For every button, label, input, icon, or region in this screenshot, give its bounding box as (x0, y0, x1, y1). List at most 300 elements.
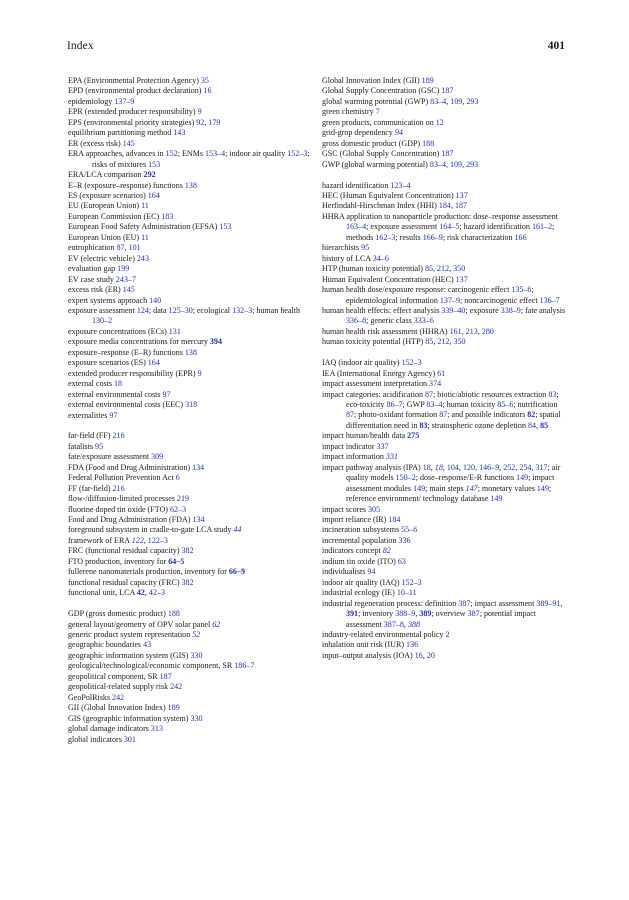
index-subterm: , (536, 420, 541, 430)
index-subterm: ; fate analysis (520, 305, 566, 315)
page-reference-link[interactable]: 6 (175, 473, 180, 483)
page-reference-link[interactable]: 331 (385, 452, 398, 462)
page-reference-link[interactable]: 243–7 (115, 274, 137, 284)
index-entry (68, 390, 310, 400)
index-subterm: ; main steps (425, 483, 466, 493)
page-reference-link[interactable]: 84 (527, 420, 537, 430)
index-entry (68, 609, 310, 619)
page-reference-link[interactable]: 42–3 (148, 588, 166, 598)
page-reference-link[interactable]: 187 (454, 201, 468, 211)
index-term: industrial ecology (IE) (322, 588, 397, 598)
page-reference-link[interactable]: 20 (426, 650, 435, 660)
page-reference-link[interactable]: 132–3 (232, 305, 253, 315)
page-reference-link[interactable]: 83–4 (426, 400, 443, 410)
page-reference-link[interactable]: 143 (173, 128, 186, 138)
page-reference-link[interactable]: 87 (346, 410, 355, 420)
page-reference-link[interactable]: 9 (197, 107, 202, 117)
index-subterm: , (499, 462, 504, 472)
index-term: EPR (extended producer responsibility) (68, 107, 198, 117)
page-reference-link[interactable]: 95 (95, 441, 104, 451)
index-subterm: ; eco-toxicity (346, 389, 559, 410)
page-reference-link[interactable]: 189 (167, 703, 180, 713)
index-term: impact scores (322, 504, 369, 514)
index-entry (68, 672, 310, 682)
page-reference-link[interactable]: 350 (453, 337, 466, 347)
page-reference-link[interactable]: 152–3 (287, 149, 308, 159)
index-entry (68, 661, 310, 671)
index-subterm: , (433, 337, 438, 347)
page-reference-link[interactable]: 12 (435, 117, 444, 127)
index-entry (322, 327, 566, 337)
index-subterm: , (458, 462, 463, 472)
page-reference-link[interactable]: 188 (422, 138, 435, 148)
page-reference-link[interactable]: 242 (112, 692, 125, 702)
page-reference-link[interactable]: 125–30 (168, 305, 193, 315)
page-reference-link[interactable]: 18 (422, 462, 431, 472)
index-entry (322, 118, 566, 128)
page-reference-link[interactable]: 187 (159, 671, 172, 681)
page-reference-link[interactable]: 61 (437, 368, 446, 378)
index-entry (68, 191, 310, 201)
page-reference-link[interactable]: 137 (455, 274, 468, 284)
page-reference-link[interactable]: 254 (519, 462, 532, 472)
index-subterm: ; generic class (366, 316, 414, 326)
index-subterm: ; photo-oxidant formation (354, 410, 440, 420)
index-term: global damage indicators (68, 724, 151, 734)
page-reference-link[interactable]: 389 (419, 609, 432, 619)
page-reference-link[interactable]: 337 (376, 441, 389, 451)
index-term: external environmental costs (68, 389, 163, 399)
index-subterm: , (415, 609, 420, 619)
page-reference-link[interactable]: 292 (143, 170, 156, 180)
page-reference-link[interactable]: 161 (449, 326, 462, 336)
index-subterm: , (531, 462, 536, 472)
page-reference-link[interactable]: 97 (162, 389, 171, 399)
page-reference-link[interactable]: 166 (514, 232, 527, 242)
page-reference-link[interactable]: 164 (147, 190, 160, 200)
page-reference-link[interactable]: 34–6 (372, 253, 389, 263)
page-reference-link[interactable]: 317 (535, 462, 548, 472)
page-reference-link[interactable]: 52 (192, 629, 201, 639)
page-reference-link[interactable]: 85–6 (497, 400, 514, 410)
index-term: green products, communication on (322, 117, 436, 127)
index-entry (68, 358, 310, 368)
page-reference-link[interactable]: 387 (467, 609, 480, 619)
index-term: GII (Global Innovation Index) (68, 703, 168, 713)
page-reference-link[interactable]: 10–11 (396, 588, 417, 598)
index-term: epidemiology (68, 96, 115, 106)
page-reference-link[interactable]: 83–4 (429, 159, 446, 169)
index-entry (68, 306, 310, 327)
index-subterm: , (433, 264, 438, 274)
page-reference-link[interactable]: 333–6 (413, 316, 434, 326)
page-reference-link[interactable]: 184 (438, 201, 451, 211)
index-term: IEA (International Energy Agency) (322, 368, 438, 378)
page-reference-link[interactable]: 309 (151, 452, 164, 462)
index-subterm: , (560, 598, 563, 608)
index-entry (322, 86, 566, 96)
index-term: Federal Pollution Prevention Act (68, 473, 176, 483)
page-reference-link[interactable]: 318 (185, 400, 198, 410)
index-term: geographic boundaries (68, 640, 144, 650)
index-subterm: , (461, 326, 466, 336)
page-reference-link[interactable]: 136–7 (539, 295, 560, 305)
index-subterm: , (449, 337, 454, 347)
index-subterm: , (450, 201, 455, 211)
page-reference-link[interactable]: 44 (233, 525, 242, 535)
page-reference-link[interactable]: 350 (453, 264, 466, 274)
index-entry (68, 473, 310, 483)
index-term: indium tin oxide (ITO) (322, 556, 398, 566)
page-reference-link[interactable]: 64–5 (168, 556, 185, 566)
index-subterm: ; indoor air quality (225, 149, 288, 159)
index-column-left (68, 76, 310, 745)
index-entry (322, 431, 566, 441)
index-entry (68, 411, 310, 421)
page-reference-link[interactable]: 11 (141, 232, 149, 242)
page-reference-link[interactable]: 293 (466, 96, 479, 106)
index-term: human health dose/exposure response: carcinogenic effect (322, 285, 512, 295)
index-term: external costs (68, 379, 115, 389)
page-reference-link[interactable]: 62–3 (170, 504, 187, 514)
index-term: incremental population (322, 535, 399, 545)
index-entry (68, 494, 310, 504)
page-reference-link[interactable]: 124 (136, 305, 149, 315)
page-reference-link[interactable]: 187 (441, 86, 454, 96)
index-subterm: ; impact assessment modules (346, 473, 555, 493)
index-subterm: , (442, 462, 447, 472)
index-term: equilibrium partitioning method (68, 128, 174, 138)
index-entry (68, 431, 310, 441)
page-reference-link[interactable]: 394 (209, 337, 222, 347)
page-reference-link[interactable]: 16 (203, 86, 212, 96)
index-subterm: , (144, 588, 149, 598)
page-reference-link[interactable]: 95 (361, 243, 370, 253)
page-reference-link[interactable]: 11 (141, 201, 149, 211)
page-reference-link[interactable]: 85 (424, 264, 433, 274)
page-reference-link[interactable]: 313 (150, 724, 163, 734)
index-entry (68, 693, 310, 703)
page-reference-link[interactable]: 339–40 (441, 305, 466, 315)
index-subterm: ; human health (252, 305, 301, 315)
index-term: fluorine doped tin oxide (FTO) (68, 504, 170, 514)
page-reference-link[interactable]: 16 (414, 650, 423, 660)
index-term: externalities (68, 410, 110, 420)
page-reference-link[interactable]: 388–9 (395, 609, 416, 619)
page-reference-link[interactable]: 280 (481, 326, 494, 336)
index-term: ERA/LCA comparison (68, 170, 144, 180)
index-entry (68, 630, 310, 640)
page-reference-link[interactable]: 330 (190, 713, 203, 723)
index-entry (322, 275, 566, 285)
index-subterm: , (403, 619, 408, 629)
index-term: impact pathway analysis (IPA) (322, 462, 423, 472)
page-reference-link[interactable]: 87 (439, 410, 448, 420)
page-reference-link[interactable]: 213 (465, 326, 478, 336)
page-reference-link[interactable]: 275 (407, 431, 420, 441)
page-reference-link[interactable]: 120 (462, 462, 476, 472)
page-reference-link[interactable]: 164–5 (439, 222, 460, 232)
index-entry (322, 243, 566, 253)
index-term: EU (European Union) (68, 201, 142, 211)
page-reference-link[interactable]: 186–7 (234, 661, 255, 671)
page-reference-link[interactable]: 216 (112, 483, 125, 493)
page-reference-link[interactable]: 147 (465, 483, 478, 493)
index-term: impact human/health data (322, 431, 408, 441)
index-term: foreground subsystem in cradle-to-gate LCA study (68, 525, 234, 535)
page-reference-link[interactable]: 388 (407, 619, 421, 629)
page-reference-link[interactable]: 137–9 (114, 96, 135, 106)
index-term: geological/technological/economic component, SR (68, 661, 235, 671)
index-term: GDP (gross domestic product) (68, 609, 168, 619)
page-reference-link[interactable]: 137–9 (439, 295, 460, 305)
page-reference-link[interactable]: 219 (176, 494, 189, 504)
page-reference-link[interactable]: 97 (109, 410, 118, 420)
index-entry (322, 546, 566, 556)
page-reference-link[interactable]: 83 (548, 389, 557, 399)
page-reference-link[interactable]: 109 (450, 159, 463, 169)
page-reference-link[interactable]: 82 (527, 410, 536, 420)
index-entry (322, 128, 566, 138)
index-subterm: ; risk characterization (442, 232, 515, 242)
index-entry (68, 348, 310, 358)
index-term: expert systems approach (68, 295, 150, 305)
index-group-gap (68, 599, 310, 609)
index-term: ERA approaches, advances in (68, 149, 166, 159)
index-subterm: , (124, 243, 129, 253)
page-reference-link[interactable]: 212 (437, 337, 450, 347)
index-group-gap (322, 348, 566, 358)
page-reference-link[interactable]: 336 (398, 535, 411, 545)
index-entry (68, 212, 310, 222)
page-reference-link[interactable]: 166–9 (422, 232, 443, 242)
index-entry (322, 630, 566, 640)
index-subterm: ; human toxicity (442, 400, 498, 410)
index-entry (322, 264, 566, 274)
page-reference-link[interactable]: 136 (406, 640, 419, 650)
page-reference-link[interactable]: 134 (192, 515, 205, 525)
page-reference-link[interactable]: 101 (128, 243, 141, 253)
page-reference-link[interactable]: 104 (446, 462, 459, 472)
index-term: global warming potential (GWP) (322, 96, 431, 106)
page-reference-link[interactable]: 86–7 (386, 400, 403, 410)
index-term: Global Supply Concentration (GSC) (322, 86, 442, 96)
page-reference-link[interactable]: 35 (200, 76, 209, 85)
page-reference-link[interactable]: 149 (536, 483, 549, 493)
index-term: impact assessment interpretation (322, 379, 430, 389)
index-entry (68, 536, 310, 546)
index-subterm: , (462, 96, 467, 106)
page-reference-link[interactable]: 131 (168, 326, 181, 336)
page-reference-link[interactable]: 293 (466, 159, 479, 169)
page-reference-link[interactable]: 301 (123, 734, 136, 744)
page-reference-link[interactable]: 130–2 (92, 316, 113, 326)
page-reference-link[interactable]: 82 (382, 546, 391, 556)
index-subterm: ; potential impact assessment (346, 609, 537, 629)
index-entry (322, 390, 566, 432)
index-term: exposure–response (E–R) functions (68, 347, 185, 357)
index-term: human toxicity potential (HTP) (322, 337, 426, 347)
index-entry (322, 358, 566, 368)
index-entry (68, 546, 310, 556)
page-reference-link[interactable]: 85 (540, 420, 549, 430)
page-reference-link[interactable]: 140 (149, 295, 162, 305)
page-reference-link[interactable]: 163–4 (346, 222, 367, 232)
page-reference-link[interactable]: 87 (116, 243, 125, 253)
index-term: eutrophication (68, 243, 117, 253)
index-subterm: ; risks of mixtures (92, 149, 310, 169)
index-group-gap (322, 170, 566, 180)
page-reference-link[interactable]: 305 (368, 504, 381, 514)
page-reference-link[interactable]: 152–3 (401, 358, 422, 368)
page-reference-link[interactable]: 146–9 (479, 462, 500, 472)
page-reference-link[interactable]: 382 (181, 546, 194, 556)
page-reference-link[interactable]: 109 (450, 96, 463, 106)
index-term: human health effects: effect analysis (322, 305, 442, 315)
page-reference-link[interactable]: 149 (413, 483, 426, 493)
index-entry (322, 139, 566, 149)
index-term: evaluation gap (68, 264, 118, 274)
page-reference-link[interactable]: 164 (147, 358, 160, 368)
index-term: grid-grop dependency (322, 128, 395, 138)
index-entry (68, 86, 310, 96)
page-reference-link[interactable]: 18 (114, 379, 123, 389)
index-term: history of LCA (322, 253, 373, 263)
index-term: E–R (exposure–response) functions (68, 180, 185, 190)
index-term: geopolitical-related supply risk (68, 682, 171, 692)
page-reference-link[interactable]: 42 (136, 588, 145, 598)
index-term: exposure assessment (68, 305, 137, 315)
page-reference-link[interactable]: 387–8 (383, 619, 404, 629)
page-reference-link[interactable]: 330 (190, 650, 203, 660)
index-term: excess risk (ER) (68, 285, 123, 295)
index-term: European Food Safety Administration (EFSA) (68, 222, 220, 232)
page-reference-link[interactable]: 62 (212, 619, 221, 629)
page-reference-link[interactable]: 83 (419, 420, 428, 430)
page-reference-link[interactable]: 153–4 (205, 149, 226, 159)
index-term: framework of ERA (68, 535, 132, 545)
page-reference-link[interactable]: 55–6 (401, 525, 418, 535)
page-reference-link[interactable]: 145 (122, 285, 135, 295)
page-reference-link[interactable]: 122 (131, 535, 144, 545)
index-subterm: , (422, 650, 427, 660)
index-subterm: ; nutrification (513, 400, 558, 410)
index-term: green chemistry (322, 107, 376, 117)
page-reference-link[interactable]: 137 (455, 190, 468, 200)
page-reference-link[interactable]: 216 (112, 431, 125, 441)
index-entry (68, 463, 310, 473)
index-entry (322, 640, 566, 650)
page-reference-link[interactable]: 123–4 (390, 180, 411, 190)
page-reference-link[interactable]: 18 (434, 462, 443, 472)
index-term: generic product system representation (68, 629, 193, 639)
page-reference-link[interactable]: 183 (161, 211, 174, 221)
index-subterm: ; exposure assessment (366, 222, 440, 232)
index-term: industry-related environmental policy (322, 629, 446, 639)
page-reference-link[interactable]: 382 (181, 577, 194, 587)
page-reference-link[interactable]: 150–2 (395, 473, 416, 483)
page-reference-link[interactable]: 153 (148, 159, 161, 169)
page-reference-link[interactable]: 338–9 (500, 305, 521, 315)
index-term: FRC (functional residual capacity) (68, 546, 182, 556)
page-reference-link[interactable]: 212 (437, 264, 450, 274)
page-reference-link[interactable]: 391 (346, 609, 359, 619)
page-reference-link[interactable]: 152 (165, 149, 178, 159)
index-entry (68, 442, 310, 452)
page-reference-link[interactable]: 9 (197, 368, 202, 378)
page-reference-link[interactable]: 145 (122, 138, 135, 148)
index-entry (322, 463, 566, 505)
page-reference-link[interactable]: 336–8 (346, 316, 367, 326)
page-reference-link[interactable]: 199 (117, 264, 130, 274)
page-reference-link[interactable]: 179 (208, 117, 221, 127)
page-reference-link[interactable]: 85 (425, 337, 434, 347)
index-subterm: , (143, 535, 148, 545)
page-reference-link[interactable]: 138 (184, 347, 197, 357)
page-reference-link[interactable]: 189 (421, 76, 434, 85)
index-subterm: ; results (395, 232, 423, 242)
page-reference-link[interactable]: 135–6 (511, 285, 532, 295)
index-entry (322, 76, 566, 86)
index-term: Food and Drug Administration (FDA) (68, 515, 193, 525)
index-term: input–output analysis (IOA) (322, 650, 415, 660)
page-reference-link[interactable]: 92 (196, 117, 205, 127)
page-reference-link[interactable]: 188 (167, 609, 180, 619)
page-reference-link[interactable]: 243 (136, 253, 149, 263)
index-term: gross domestic product (GDP) (322, 138, 423, 148)
page-reference-link[interactable]: 83–4 (430, 96, 447, 106)
page-reference-link[interactable]: 94 (394, 128, 403, 138)
page-reference-link[interactable]: 153 (219, 222, 232, 232)
page-reference-link[interactable]: 184 (388, 515, 401, 524)
page-reference-link[interactable]: 87 (425, 389, 434, 399)
index-entry (322, 599, 566, 630)
index-entry (322, 337, 566, 347)
page-reference-link[interactable]: 134 (192, 462, 205, 472)
page-reference-link[interactable]: 187 (441, 149, 454, 159)
page-reference-link[interactable]: 389–91 (536, 598, 561, 608)
index-term: HTP (human toxicity potential) (322, 264, 425, 274)
page-reference-link[interactable]: 138 (184, 180, 197, 190)
index-subterm: ; spatial differentiation need in (346, 410, 561, 430)
page-reference-link[interactable]: 43 (143, 640, 152, 650)
page-reference-link[interactable]: 387 (458, 598, 471, 608)
page-reference-link[interactable]: 149 (516, 473, 529, 483)
index-term: Herfindahl-Hirschman Index (HHI) (322, 201, 439, 211)
page-reference-link[interactable]: 242 (170, 682, 183, 692)
index-term: IAQ (indoor air quality) (322, 358, 402, 368)
index-entry (322, 107, 566, 117)
page-reference-link[interactable]: 63 (397, 556, 406, 566)
page-reference-link[interactable]: 152–3 (401, 577, 422, 587)
page-reference-link[interactable]: 374 (429, 379, 442, 389)
page-reference-link[interactable]: 122–3 (147, 535, 168, 545)
page-reference-link[interactable]: 7 (375, 107, 380, 117)
index-entry (322, 254, 566, 264)
index-entry (322, 97, 566, 107)
page-reference-link[interactable]: 162–3 (375, 232, 396, 242)
page-reference-link[interactable]: 149 (490, 494, 503, 504)
index-term: impact categories: acidification (322, 389, 425, 399)
page-reference-link[interactable]: 252 (503, 462, 516, 472)
page-reference-link[interactable]: 66–9 (228, 567, 245, 577)
index-term: HHRA application to nanoparticle production: dose–response assessment (322, 211, 558, 221)
page-reference-link[interactable]: 2 (445, 629, 450, 639)
index-subterm: ; reference environment/ technology database (346, 483, 552, 504)
page-reference-link[interactable]: 94 (367, 567, 376, 577)
page-reference-link[interactable]: 161–2 (531, 222, 553, 232)
index-entry (322, 536, 566, 546)
